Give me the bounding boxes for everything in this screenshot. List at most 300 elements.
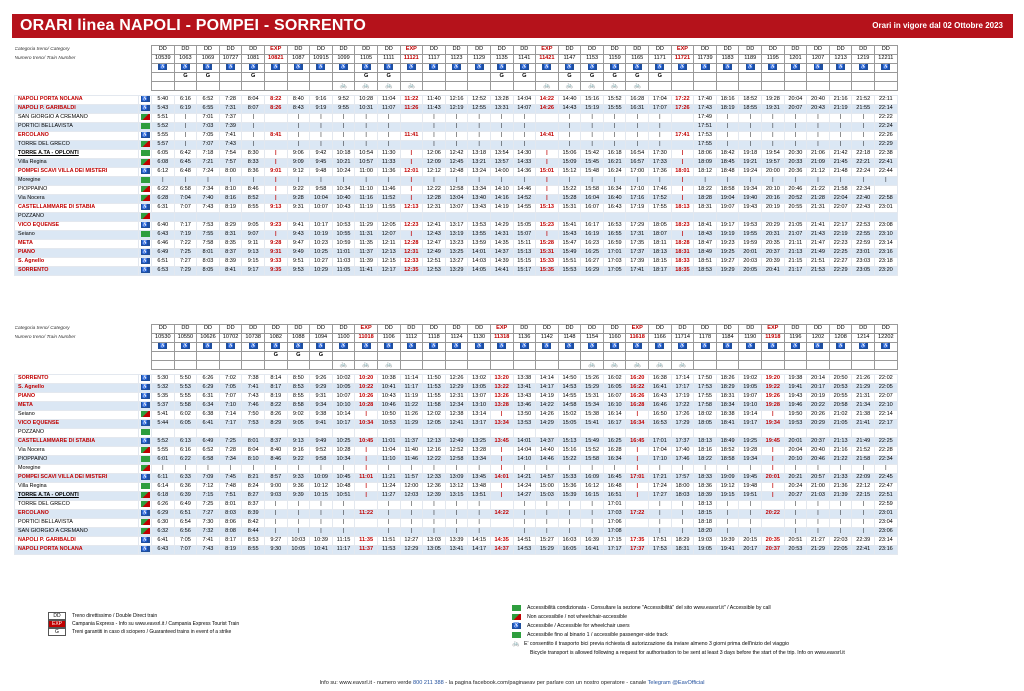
bicycle-icon: 🚲 — [407, 82, 416, 89]
departure-time: 16:20 — [626, 375, 649, 384]
departure-time: 12:29 — [400, 546, 423, 555]
departure-time: 21:13 — [784, 249, 807, 258]
departure-time: 8:17 — [264, 384, 287, 393]
departure-time: 20:36 — [784, 168, 807, 177]
departure-time: 20:57 — [807, 474, 830, 483]
departure-time: 16:15 — [581, 492, 604, 501]
departure-time: | — [784, 465, 807, 474]
departure-time: 12:38 — [445, 411, 468, 420]
guaranteed-flag — [829, 352, 852, 361]
departure-time: 14:27 — [513, 492, 536, 501]
departure-time: 17:53 — [649, 546, 672, 555]
departure-time: 8:03 — [197, 258, 220, 267]
guaranteed-flag — [219, 352, 242, 361]
departure-time: 20:33 — [784, 159, 807, 168]
train-number: 10626 — [197, 334, 220, 343]
departure-time: | — [355, 123, 378, 132]
departure-time: 22:17 — [875, 420, 898, 429]
departure-time: 16:34 — [603, 456, 626, 465]
departure-time: 11:10 — [377, 456, 400, 465]
wheelchair-icon — [512, 623, 521, 629]
station-name: S. Agnello — [15, 384, 139, 393]
departure-time: 21:38 — [852, 411, 875, 420]
departure-time: 13:48 — [468, 483, 491, 492]
departure-time: 13:28 — [490, 402, 513, 411]
departure-time: | — [287, 132, 310, 141]
departure-time: 21:55 — [852, 105, 875, 114]
departure-time: 10:27 — [310, 258, 333, 267]
departure-time — [332, 429, 355, 438]
departure-time: 10:05 — [287, 546, 310, 555]
train-category: DD — [852, 46, 875, 55]
departure-time: 11:07 — [377, 105, 400, 114]
departure-time: 22:05 — [875, 384, 898, 393]
departure-time: | — [716, 141, 739, 150]
departure-time: 19:05 — [694, 546, 717, 555]
departure-time: | — [558, 141, 581, 150]
station-name: TORRE DEL GRECO — [15, 141, 139, 150]
departure-time: 14:22 — [490, 510, 513, 519]
departure-time: 15:23 — [536, 222, 559, 231]
departure-time: 18:31 — [694, 204, 717, 213]
departure-time: 7:12 — [197, 483, 220, 492]
departure-time: | — [423, 177, 446, 186]
train-category: EXP — [400, 46, 423, 55]
train-category: DD — [852, 325, 875, 334]
departure-time — [264, 114, 287, 123]
departure-time: 19:18 — [739, 150, 762, 159]
departure-time: 18:47 — [694, 240, 717, 249]
guaranteed-flag — [694, 73, 717, 82]
departure-time: 12:15 — [377, 258, 400, 267]
departure-time: 22:22 — [875, 114, 898, 123]
guaranteed-flag — [355, 352, 378, 361]
departure-time: | — [310, 177, 333, 186]
departure-time: 10:19 — [310, 231, 333, 240]
departure-time: 11:16 — [355, 195, 378, 204]
departure-time: 21:41 — [807, 222, 830, 231]
departure-time: 9:34 — [310, 402, 333, 411]
departure-time — [400, 141, 423, 150]
wheelchair-icon — [294, 343, 303, 349]
departure-time: 21:22 — [829, 456, 852, 465]
train-number: 11421 — [536, 55, 559, 64]
departure-time: | — [423, 123, 446, 132]
accessibility-icon — [141, 159, 150, 165]
guaranteed-flag — [445, 352, 468, 361]
departure-time: 5:52 — [152, 438, 175, 447]
departure-time: 8:01 — [242, 438, 265, 447]
wheelchair-icon — [542, 64, 551, 70]
station-name: PIANO — [15, 393, 139, 402]
departure-time: 14:10 — [490, 186, 513, 195]
departure-time: | — [377, 528, 400, 537]
wheelchair-icon — [768, 64, 777, 70]
departure-time: 17:29 — [671, 420, 694, 429]
departure-time: 15:48 — [581, 168, 604, 177]
departure-time: 8:40 — [264, 447, 287, 456]
category-label: Categoria treno/ Category — [14, 325, 70, 331]
departure-time: 17:10 — [649, 456, 672, 465]
departure-time: | — [152, 465, 175, 474]
departure-time: 22:39 — [852, 537, 875, 546]
departure-time: 6:52 — [197, 96, 220, 105]
train-number: 1147 — [558, 55, 581, 64]
departure-time: 9:58 — [310, 456, 333, 465]
departure-time: 16:18 — [603, 150, 626, 159]
station-row — [15, 375, 898, 384]
departure-time: 12:31 — [445, 393, 468, 402]
departure-time: 18:28 — [694, 195, 717, 204]
departure-time: 7:28 — [219, 447, 242, 456]
departure-time: 12:52 — [468, 96, 491, 105]
departure-time: 22:17 — [829, 222, 852, 231]
departure-time: | — [739, 114, 762, 123]
departure-time: 19:07 — [716, 204, 739, 213]
departure-time: 10:28 — [332, 447, 355, 456]
departure-time: 20:01 — [739, 249, 762, 258]
departure-time: 13:54 — [490, 150, 513, 159]
departure-time: | — [423, 132, 446, 141]
departure-time: 13:09 — [445, 474, 468, 483]
departure-time: 14:57 — [536, 474, 559, 483]
guaranteed-flag — [852, 73, 875, 82]
departure-time: 7:50 — [242, 411, 265, 420]
departure-time — [875, 186, 898, 195]
departure-time: 18:49 — [694, 249, 717, 258]
departure-time: | — [852, 141, 875, 150]
departure-time — [242, 213, 265, 222]
departure-time: 18:13 — [671, 204, 694, 213]
departure-time: 5:52 — [152, 123, 175, 132]
departure-time: 17:46 — [649, 186, 672, 195]
departure-time: 18:22 — [694, 456, 717, 465]
bicycle-icon: 🚲 — [362, 361, 370, 368]
departure-time: 12:34 — [445, 402, 468, 411]
departure-time — [852, 213, 875, 222]
departure-time: 10:05 — [332, 384, 355, 393]
departure-time: 8:37 — [264, 438, 287, 447]
departure-time: 18:01 — [671, 168, 694, 177]
departure-time: 12:12 — [423, 168, 446, 177]
departure-time: 17:53 — [694, 132, 717, 141]
train-number: 1166 — [649, 334, 672, 343]
departure-time: 10:41 — [310, 546, 333, 555]
departure-time: 6:48 — [174, 168, 197, 177]
departure-time: 9:16 — [287, 447, 310, 456]
departure-time: 12:00 — [400, 483, 423, 492]
departure-time: 12:58 — [445, 456, 468, 465]
departure-time: | — [852, 123, 875, 132]
departure-time: 20:29 — [807, 420, 830, 429]
departure-time: 19:05 — [739, 384, 762, 393]
departure-time — [400, 123, 423, 132]
departure-time: | — [536, 150, 559, 159]
wheelchair-icon — [746, 343, 755, 349]
guaranteed-flag — [468, 73, 491, 82]
train-number: 1219 — [852, 55, 875, 64]
departure-time: | — [536, 195, 559, 204]
departure-time: | — [287, 465, 310, 474]
departure-time: | — [287, 123, 310, 132]
departure-time: | — [716, 132, 739, 141]
departure-time: 23:03 — [852, 258, 875, 267]
departure-time: 17:04 — [649, 447, 672, 456]
departure-time: 9:01 — [264, 168, 287, 177]
departure-time: 19:24 — [739, 168, 762, 177]
train-number: 10550 — [174, 334, 197, 343]
departure-time: | — [603, 141, 626, 150]
station-name: Moregine — [15, 177, 139, 186]
departure-time: 20:24 — [784, 483, 807, 492]
departure-time: 19:34 — [762, 420, 785, 429]
departure-time: | — [649, 123, 672, 132]
departure-time: 22:15 — [852, 492, 875, 501]
station-row — [15, 393, 898, 402]
departure-time: 22:14 — [875, 105, 898, 114]
departure-time: 14:07 — [513, 105, 536, 114]
station-row — [15, 186, 898, 195]
station-name: Via Nocera — [15, 195, 139, 204]
departure-time: 13:50 — [513, 411, 536, 420]
train-category: DD — [468, 325, 491, 334]
departure-time: 15:05 — [513, 222, 536, 231]
departure-time: | — [332, 114, 355, 123]
station-row — [15, 132, 898, 141]
departure-time: 5:32 — [152, 384, 175, 393]
departure-time: 7:17 — [174, 222, 197, 231]
departure-time: 12:16 — [445, 96, 468, 105]
departure-time — [219, 429, 242, 438]
departure-time: 12:41 — [445, 420, 468, 429]
departure-time: | — [603, 132, 626, 141]
departure-time: 9:00 — [264, 483, 287, 492]
departure-time: | — [807, 519, 830, 528]
wheelchair-icon — [610, 64, 619, 70]
departure-time: 22:43 — [852, 204, 875, 213]
departure-time: 18:03 — [671, 492, 694, 501]
bicycle-icon: 🚲 — [588, 82, 596, 89]
departure-time: | — [423, 510, 446, 519]
departure-time: 7:37 — [219, 114, 242, 123]
departure-time — [377, 213, 400, 222]
departure-time: 17:08 — [603, 528, 626, 537]
guaranteed-flag — [875, 73, 898, 82]
departure-time: 19:34 — [739, 186, 762, 195]
train-category: DD — [197, 325, 220, 334]
departure-time: 12:06 — [423, 150, 446, 159]
departure-time: | — [377, 123, 400, 132]
departure-time: 9:48 — [310, 168, 333, 177]
departure-time: | — [377, 465, 400, 474]
departure-time: 19:04 — [716, 195, 739, 204]
departure-time: 13:51 — [468, 492, 491, 501]
departure-time: 16:46 — [649, 402, 672, 411]
departure-time: | — [716, 501, 739, 510]
station-row — [15, 114, 898, 123]
departure-time: 12:45 — [445, 159, 468, 168]
departure-time: 15:22 — [558, 456, 581, 465]
departure-time: 9:13 — [287, 438, 310, 447]
departure-time: 13:21 — [468, 159, 491, 168]
departure-time: | — [355, 483, 378, 492]
departure-time: 11:37 — [355, 249, 378, 258]
departure-time: 15:52 — [603, 96, 626, 105]
departure-time: 7:34 — [219, 456, 242, 465]
wheelchair-icon — [249, 64, 258, 70]
station-row — [15, 510, 898, 519]
departure-time: | — [829, 510, 852, 519]
departure-time: 5:50 — [174, 375, 197, 384]
departure-time: | — [242, 465, 265, 474]
accessibility-icon — [141, 456, 150, 462]
departure-time: 6:11 — [152, 474, 175, 483]
departure-time: 7:10 — [219, 402, 242, 411]
departure-time: 18:39 — [694, 492, 717, 501]
departure-time: | — [739, 501, 762, 510]
departure-time: | — [558, 465, 581, 474]
train-category: DD — [377, 325, 400, 334]
bicycle-icon: 🚲 — [633, 82, 641, 89]
departure-time: | — [264, 150, 287, 159]
wheelchair-icon — [881, 343, 890, 349]
station-row — [15, 501, 898, 510]
departure-time: 19:22 — [762, 384, 785, 393]
footer — [0, 680, 1024, 686]
departure-time: 6:31 — [152, 204, 175, 213]
departure-time: 19:39 — [716, 537, 739, 546]
departure-time: | — [287, 141, 310, 150]
departure-time: 22:40 — [852, 195, 875, 204]
accessibility-icon — [141, 492, 150, 498]
departure-time: 5:55 — [152, 132, 175, 141]
departure-time: | — [513, 123, 536, 132]
departure-time: 11:24 — [377, 483, 400, 492]
departure-time — [355, 429, 378, 438]
departure-time: 20:00 — [762, 168, 785, 177]
departure-time: | — [829, 141, 852, 150]
departure-time: 17:43 — [694, 105, 717, 114]
departure-time: 16:38 — [649, 375, 672, 384]
guaranteed-flag — [875, 352, 898, 361]
departure-time: 10:17 — [310, 222, 333, 231]
departure-time: 15:11 — [513, 240, 536, 249]
guaranteed-flag — [468, 352, 491, 361]
departure-time: | — [377, 501, 400, 510]
departure-time: 14:05 — [468, 267, 491, 276]
departure-time: 22:02 — [875, 375, 898, 384]
departure-time: | — [829, 528, 852, 537]
departure-time: 6:54 — [174, 519, 197, 528]
train-number: 1136 — [513, 334, 536, 343]
departure-time: 12:28 — [423, 195, 446, 204]
accessibility-icon — [141, 105, 150, 111]
departure-time: 16:43 — [649, 393, 672, 402]
departure-time: | — [490, 411, 513, 420]
station-name: VICO EQUENSE — [15, 222, 139, 231]
train-category: EXP — [490, 325, 513, 334]
departure-time: 11:37 — [400, 438, 423, 447]
guaranteed-flag — [716, 352, 739, 361]
departure-time: | — [332, 123, 355, 132]
departure-time: 14:46 — [536, 456, 559, 465]
departure-time: | — [784, 132, 807, 141]
departure-time: 17:41 — [671, 132, 694, 141]
departure-time: 11:55 — [423, 393, 446, 402]
departure-time: 22:41 — [875, 159, 898, 168]
departure-time: 20:53 — [829, 384, 852, 393]
departure-time: 9:53 — [287, 267, 310, 276]
departure-time: 10:28 — [355, 402, 378, 411]
departure-time: | — [581, 528, 604, 537]
departure-time — [423, 429, 446, 438]
station-row — [15, 384, 898, 393]
departure-time: | — [332, 528, 355, 537]
departure-time: 8:31 — [219, 231, 242, 240]
departure-time: 12:28 — [400, 240, 423, 249]
departure-time: | — [784, 141, 807, 150]
station-row — [15, 240, 898, 249]
departure-time: 15:02 — [558, 411, 581, 420]
departure-time: 15:35 — [536, 267, 559, 276]
station-name: SORRENTO — [15, 375, 139, 384]
departure-time: | — [558, 528, 581, 537]
footer-telegram[interactable]: Telegram @EavOfficial — [647, 680, 705, 686]
departure-time: 17:58 — [694, 402, 717, 411]
departure-time: 18:53 — [694, 267, 717, 276]
departure-time: 7:43 — [242, 393, 265, 402]
departure-time: 12:05 — [377, 222, 400, 231]
departure-time: 8:29 — [219, 222, 242, 231]
train-number: 1094 — [310, 334, 333, 343]
departure-time: 14:17 — [468, 546, 491, 555]
departure-time: 9:52 — [310, 447, 333, 456]
guaranteed-flag: G — [264, 352, 287, 361]
train-category: DD — [152, 46, 175, 55]
departure-time: 13:15 — [445, 492, 468, 501]
departure-time: 8:36 — [242, 168, 265, 177]
guaranteed-flag — [423, 352, 446, 361]
departure-time: 13:40 — [468, 195, 491, 204]
departure-time: 14:30 — [513, 150, 536, 159]
legend-track1: Accessibile fino al binario 1 / accessible passenger-side track — [527, 631, 668, 638]
departure-time: | — [468, 510, 491, 519]
departure-time: 8:19 — [219, 204, 242, 213]
departure-time — [490, 519, 513, 528]
departure-time: 9:16 — [310, 96, 333, 105]
departure-time: 18:16 — [694, 447, 717, 456]
departure-time: 15:22 — [558, 186, 581, 195]
train-number: 1154 — [581, 334, 604, 343]
departure-time — [784, 429, 807, 438]
departure-time: 18:48 — [716, 168, 739, 177]
footer-phone[interactable]: 800 211 388 — [413, 680, 444, 686]
departure-time: 12:58 — [445, 186, 468, 195]
departure-time: 10:50 — [377, 411, 400, 420]
departure-time: | — [671, 528, 694, 537]
departure-time: | — [536, 519, 559, 528]
departure-time: | — [784, 123, 807, 132]
train-category: DD — [671, 325, 694, 334]
departure-time: 8:53 — [242, 537, 265, 546]
departure-time: 17:01 — [603, 501, 626, 510]
station-name: SAN GIORGIO A CREMANO — [15, 114, 139, 123]
departure-time: 19:40 — [739, 195, 762, 204]
departure-time — [490, 213, 513, 222]
departure-time: 18:33 — [671, 258, 694, 267]
departure-time: 15:26 — [581, 375, 604, 384]
departure-time: 18:52 — [739, 96, 762, 105]
